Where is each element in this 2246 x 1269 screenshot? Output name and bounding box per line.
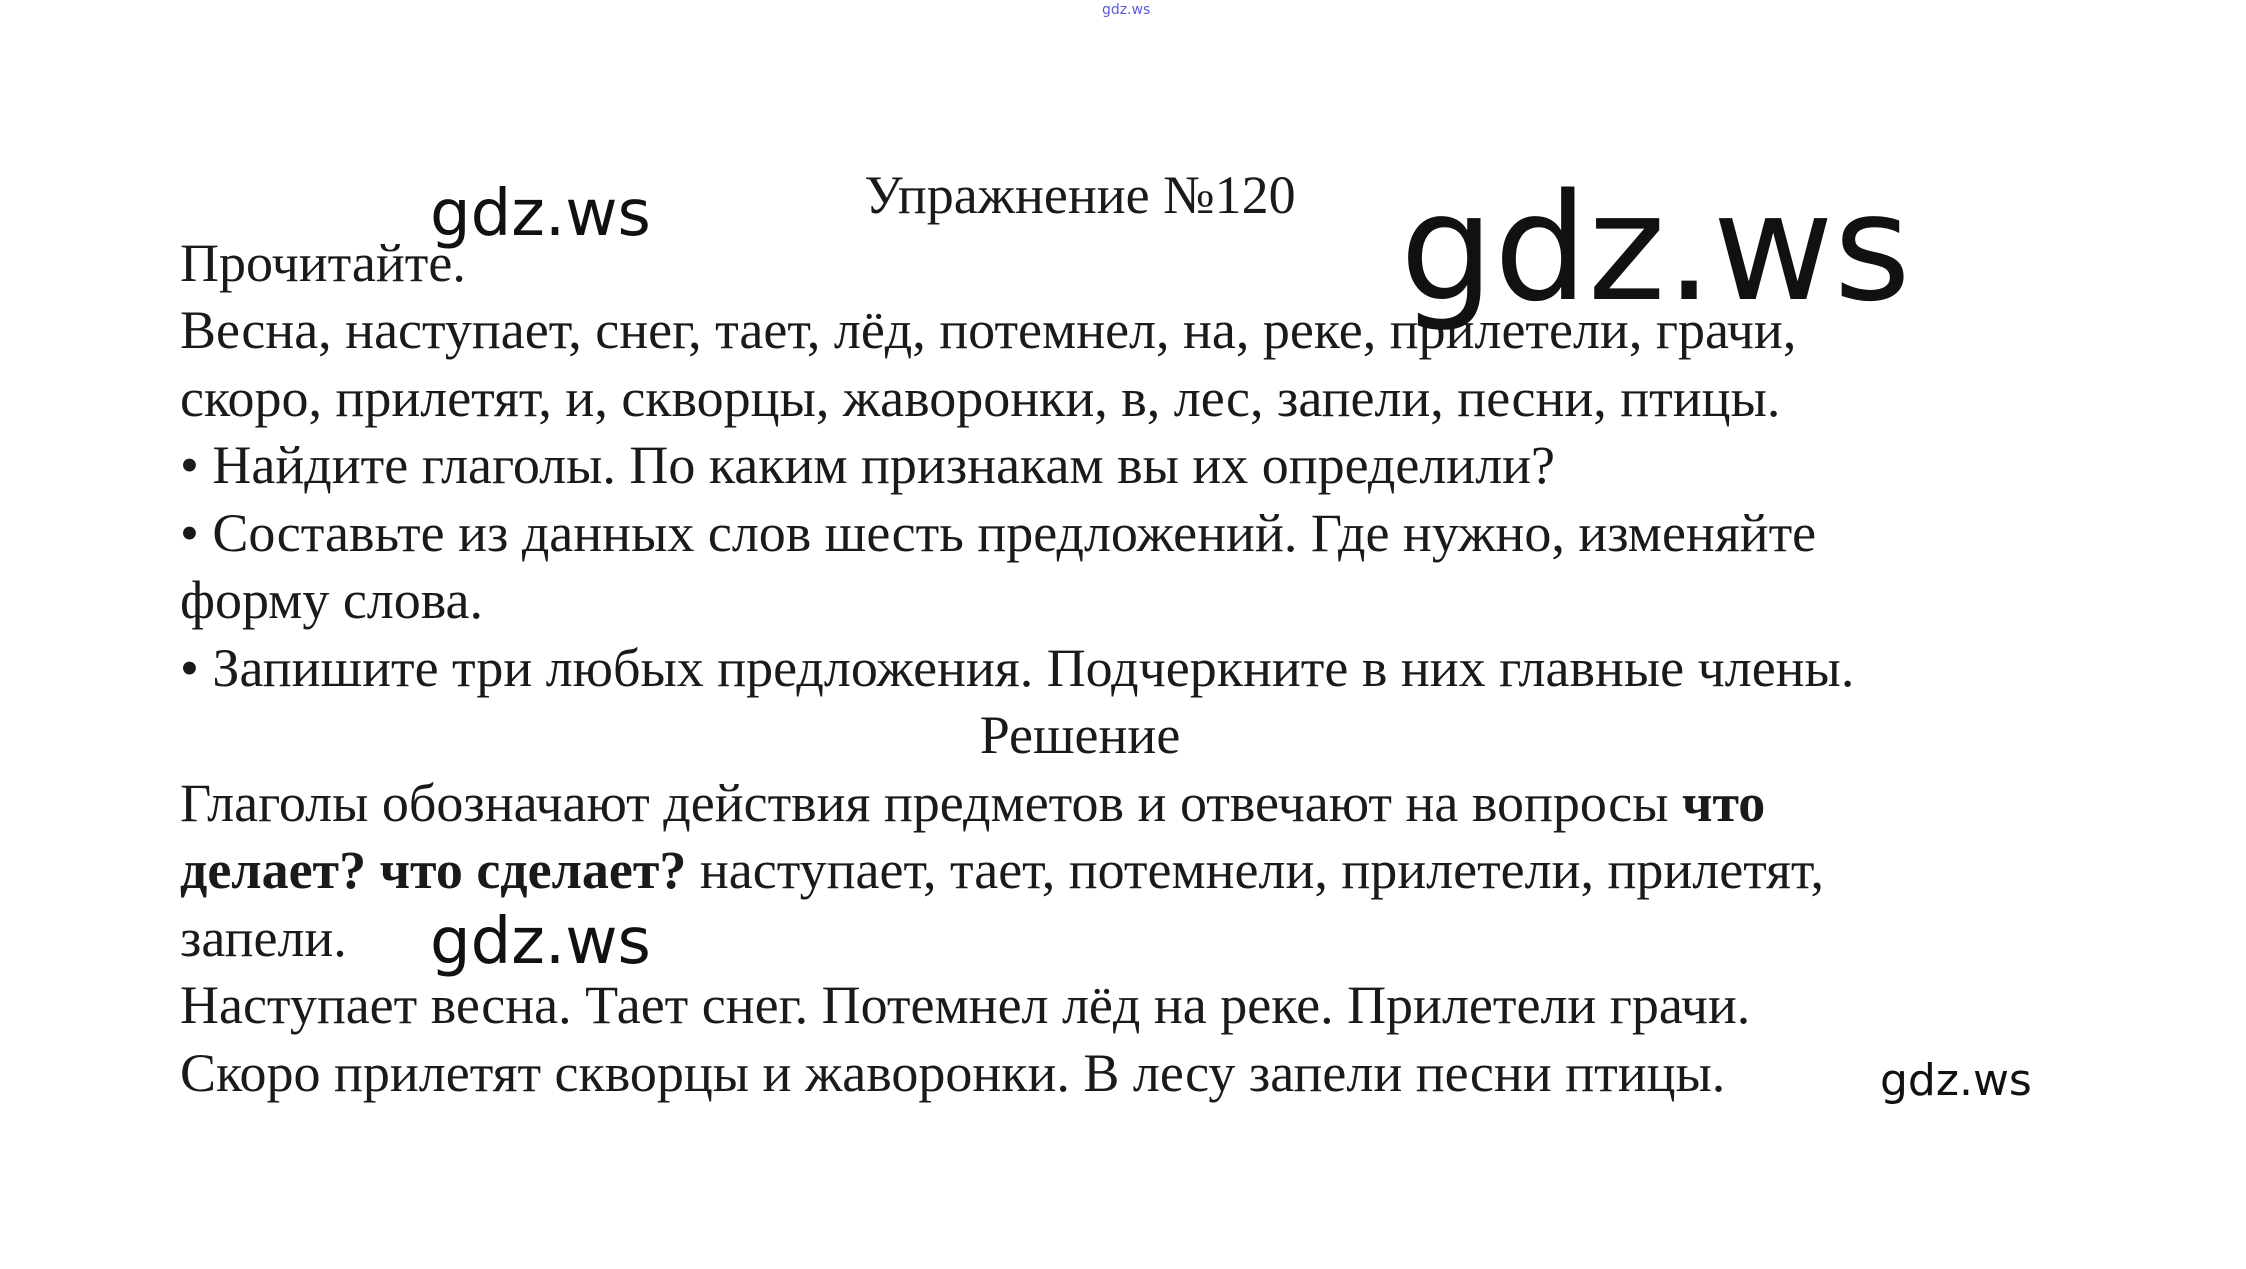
solution-line-2	[180, 837, 2080, 905]
task-2-line-2: форму слова.	[180, 570, 484, 630]
solution-line-4: Наступает весна. Тает снег. Потемнел лёд на реке. Прилетели грачи.	[180, 975, 1751, 1035]
solution-line-1-text: Глаголы обозначают действия предметов и отвечают на вопросы	[180, 772, 1682, 833]
solution-line-2-text: наступает, тает, потемнели, прилетели, прилетят,	[686, 840, 1824, 900]
task-1: • Найдите глаголы. По каким признакам вы их определили?	[180, 435, 1556, 495]
task-3: • Запишите три любых предложения. Подчеркните в них главные члены.	[180, 637, 1855, 698]
watermark-left-upper: gdz.ws	[430, 177, 651, 251]
solution-line-2-bold: делает? что сделает?	[180, 840, 687, 900]
watermark-left-lower: gdz.ws	[430, 905, 651, 979]
task-2-line-1: • Составьте из данных слов шесть предложений. Где нужно, изменяйте	[180, 502, 1817, 563]
watermark-right-large: gdz.ws	[1400, 162, 1911, 334]
instruction-text: Прочитайте.	[180, 232, 466, 293]
solution-line-5: Скоро прилетят скворцы и жаворонки. В лесу запели песни птицы.	[180, 1042, 1726, 1103]
word-list-line-2: скоро, прилетят, и, скворцы, жаворонки, в, лес, запели, песни, птицы.	[180, 367, 1781, 428]
solution-heading: Решение	[979, 705, 1181, 765]
watermark-bottom-right: gdz.ws	[1880, 1055, 2032, 1106]
solution-line-1	[180, 770, 2080, 838]
exercise-title: Упражнение №120	[864, 165, 1296, 225]
top-watermark: gdz.ws	[1102, 2, 1151, 18]
solution-line-3: запели.	[180, 907, 347, 968]
solution-line-1-bold: что	[1681, 772, 1766, 833]
word-list-line-1: Весна, наступает, снег, тает, лёд, потемнел, на, реке, прилетели, грачи,	[180, 300, 1797, 360]
